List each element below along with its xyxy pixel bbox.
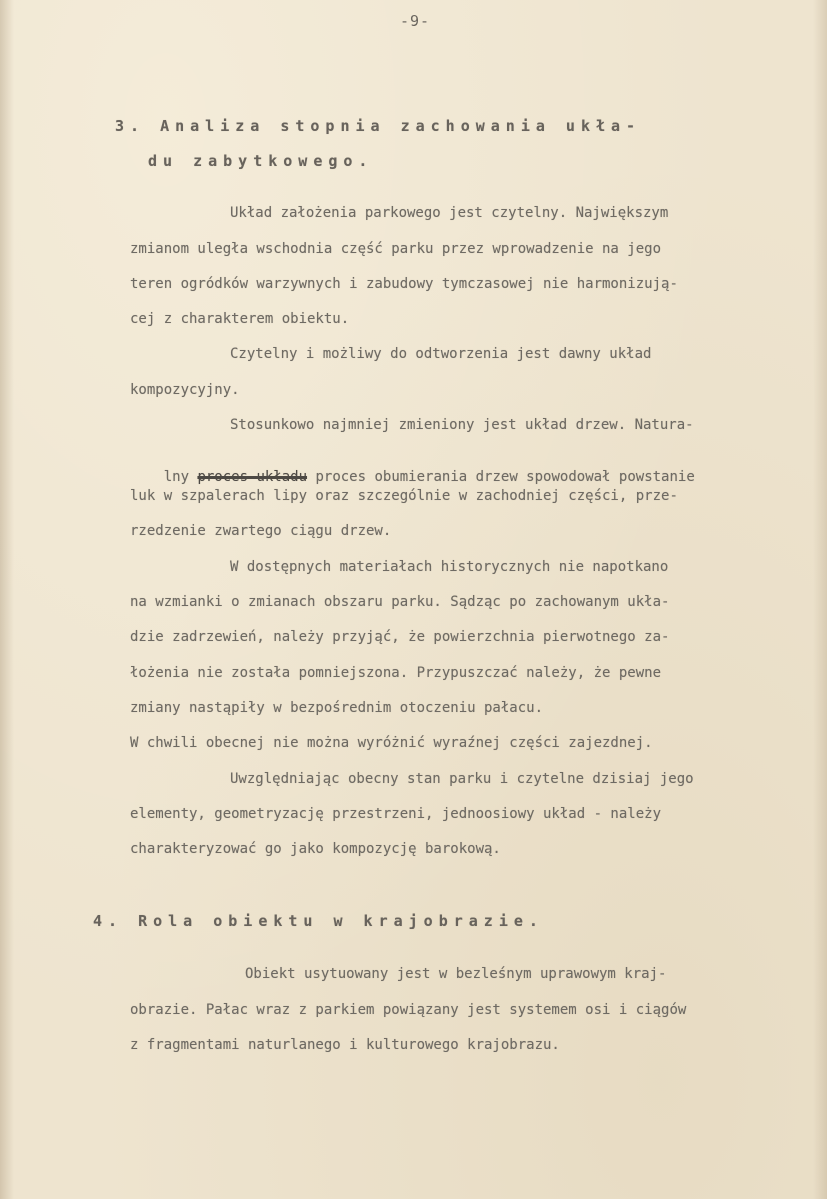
paragraph-line: Układ założenia parkowego jest czytelny. Największym <box>230 205 669 221</box>
section-heading: 4. Rola obiektu w krajobrazie. <box>93 912 544 930</box>
paragraph-line: dzie zadrzewień, należy przyjąć, że powierzchnia pierwotnego za- <box>130 629 670 645</box>
page-edge-shadow <box>0 0 14 1199</box>
paragraph-line: teren ogródków warzywnych i zabudowy tymczasowej nie harmonizują- <box>130 276 678 292</box>
paragraph-line: Czytelny i możliwy do odtworzenia jest dawny układ <box>230 346 652 362</box>
line-prefix: lny <box>163 469 190 485</box>
paragraph-line: elementy, geometryzację przestrzeni, jednoosiowy układ - należy <box>130 806 662 822</box>
paragraph-line: W chwili obecnej nie można wyróżnić wyraźnej części zajezdnej. <box>130 735 653 751</box>
line-rest: proces obumierania drzew spowodował powstanie <box>315 469 695 485</box>
paragraph-line: łożenia nie została pomniejszona. Przypuszczać należy, że pewne <box>130 665 662 681</box>
paragraph-line: luk w szpalerach lipy oraz szczególnie w zachodniej części, prze- <box>130 488 678 504</box>
paragraph-line: Obiekt usytuowany jest w bezleśnym uprawowym kraj- <box>245 966 667 982</box>
section-heading-continuation: du zabytkowego. <box>148 152 374 170</box>
page-edge-shadow <box>813 0 827 1199</box>
paragraph-line: rzedzenie zwartego ciągu drzew. <box>130 523 392 539</box>
struck-out-text: proces układu <box>197 469 308 485</box>
paragraph-line: z fragmentami naturlanego i kulturowego krajobrazu. <box>130 1037 560 1053</box>
paragraph-line: Uwzględniając obecny stan parku i czytelne dzisiaj jego <box>230 771 694 787</box>
paragraph-line: Stosunkowo najmniej zmieniony jest układ drzew. Natura- <box>230 417 694 433</box>
paragraph-line: cej z charakterem obiektu. <box>130 311 350 327</box>
paragraph-line: kompozycyjny. <box>130 382 240 398</box>
paragraph-line: charakteryzować go jako kompozycję barokową. <box>130 841 501 857</box>
paragraph-line: zmianom uległa wschodnia część parku przez wprowadzenie na jego <box>130 241 662 257</box>
paragraph-line: na wzmianki o zmianach obszaru parku. Sądząc po zachowanym ukła- <box>130 594 670 610</box>
paragraph-line: zmiany nastąpiły w bezpośrednim otoczeniu pałacu. <box>130 700 544 716</box>
paragraph-line: W dostępnych materiałach historycznych nie napotkano <box>230 559 669 575</box>
section-heading: 3. Analiza stopnia zachowania ukła- <box>115 117 642 135</box>
paragraph-line: obrazie. Pałac wraz z parkiem powiązany jest systemem osi i ciągów <box>130 1002 687 1018</box>
page-number: -9- <box>400 12 431 30</box>
